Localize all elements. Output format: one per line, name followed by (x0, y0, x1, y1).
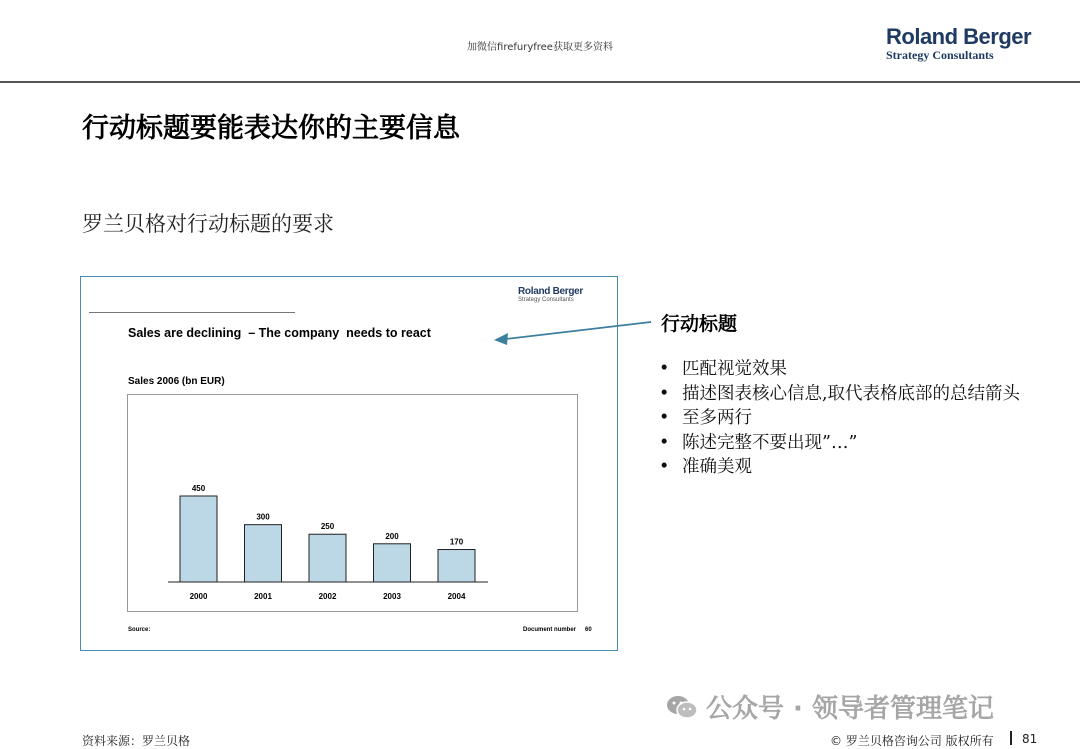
tick-label-2003: 2003 (383, 592, 401, 601)
bullet-dot: • (659, 432, 670, 453)
example-page-number: 60 (585, 627, 592, 633)
tick-label-2004: 2004 (447, 592, 466, 601)
tick-label-2000: 2000 (189, 592, 208, 601)
data-label-2001: 300 (256, 512, 270, 522)
watermark-text: 公众号 · 领导者管理笔记 (706, 694, 994, 724)
data-label-2003: 200 (385, 531, 399, 541)
bullet-dot: • (659, 359, 670, 379)
tick-label-2001: 2001 (254, 592, 272, 601)
example-chart-title: Sales 2006 (bn EUR) (128, 376, 225, 387)
page-title: 行动标题要能表达你的主要信息 (82, 113, 460, 144)
example-action-title: Sales are declining – The company needs to react (128, 326, 431, 340)
example-source-label: Source: (128, 627, 151, 633)
list-item (657, 382, 1037, 407)
requirements-list (657, 357, 1037, 480)
logo-tagline: Strategy Consultants (886, 48, 994, 62)
logo-wordmark: Roland Berger (886, 24, 1032, 49)
bullet-dot: • (659, 383, 670, 404)
example-document-number: Document number (523, 627, 577, 633)
list-item (657, 357, 1037, 382)
list-item (657, 406, 1037, 431)
example-logo-wordmark: Roland Berger (518, 286, 584, 297)
list-item-text: 准确美观 (682, 457, 752, 477)
list-item-text: 陈述完整不要出现”…” (682, 432, 858, 453)
list-item-text: 描述图表核心信息,取代表格底部的总结箭头 (682, 383, 1021, 404)
bullet-dot: • (659, 408, 670, 428)
list-item (657, 455, 1037, 480)
callout-title: 行动标题 (661, 313, 738, 335)
footer-separator (1010, 731, 1012, 745)
tick-label-2002: 2002 (318, 592, 337, 601)
footer-page-number: 81 (1022, 732, 1038, 746)
list-item (657, 431, 1037, 456)
wechat-watermark (666, 688, 994, 725)
data-label-2002: 250 (320, 522, 335, 532)
footer-copyright: © 罗兰贝格咨询公司 版权所有 (830, 734, 994, 748)
page-subtitle: 罗兰贝格对行动标题的要求 (82, 212, 334, 236)
bullet-dot: • (659, 457, 670, 477)
example-logo-tagline: Strategy Consultants (518, 297, 574, 303)
header-note: 加微信firefuryfree获取更多资料 (467, 42, 613, 53)
wechat-icon (666, 694, 698, 720)
list-item-text: 匹配视觉效果 (682, 359, 787, 379)
data-label-2004: 170 (449, 537, 464, 547)
data-label-2000: 450 (191, 484, 206, 493)
footer-source: 资料来源：罗兰贝格 (82, 734, 191, 748)
list-item-text: 至多两行 (682, 408, 752, 428)
